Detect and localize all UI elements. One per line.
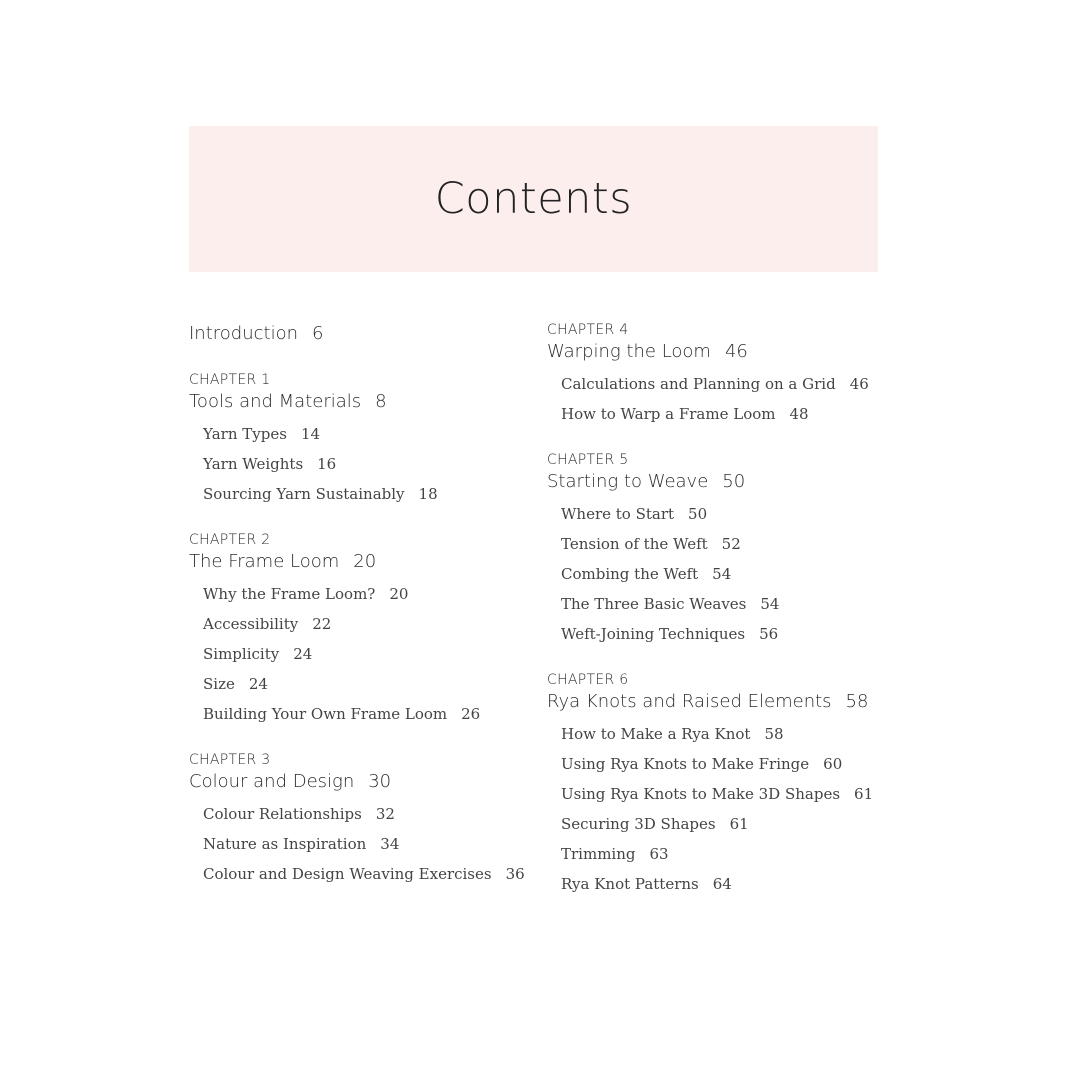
chapter-title: Starting to Weave — [547, 471, 709, 492]
section-title: Tension of the Weft — [561, 535, 708, 553]
chapter-block — [547, 321, 887, 429]
toc-section-entry[interactable] — [203, 799, 529, 829]
section-list — [561, 499, 887, 649]
section-page: 24 — [248, 675, 268, 693]
chapter-list — [547, 321, 887, 899]
chapter-title-entry[interactable] — [189, 389, 529, 415]
chapter-page: 50 — [722, 471, 746, 492]
section-title: Weft-Joining Techniques — [561, 625, 746, 643]
section-page: 32 — [375, 805, 395, 823]
section-list — [203, 579, 529, 729]
chapter-label: CHAPTER 4 — [547, 322, 629, 338]
section-title: Colour Relationships — [203, 805, 362, 823]
chapter-title: Tools and Materials — [189, 391, 362, 412]
entry-page: 6 — [312, 323, 324, 344]
section-title: Using Rya Knots to Make Fringe — [561, 755, 810, 773]
section-page: 52 — [721, 535, 741, 553]
section-page: 22 — [312, 615, 332, 633]
chapter-list — [189, 371, 529, 889]
section-page: 16 — [317, 455, 337, 473]
toc-section-entry[interactable] — [561, 719, 887, 749]
chapter-label: CHAPTER 5 — [547, 452, 629, 468]
section-page: 14 — [300, 425, 321, 443]
section-title: Yarn Weights — [203, 455, 304, 473]
section-page: 60 — [823, 755, 843, 773]
section-page: 58 — [764, 725, 784, 743]
chapter-block — [547, 451, 887, 649]
section-title: Rya Knot Patterns — [561, 875, 699, 893]
section-list — [561, 369, 887, 429]
section-title: Using Rya Knots to Make 3D Shapes — [561, 785, 841, 803]
toc-section-entry[interactable] — [203, 669, 529, 699]
section-title: Yarn Types — [203, 425, 287, 443]
section-page: 54 — [712, 565, 732, 583]
section-page: 48 — [789, 405, 809, 423]
chapter-title-entry[interactable] — [189, 549, 529, 575]
section-page: 61 — [854, 785, 874, 803]
section-page: 64 — [712, 875, 732, 893]
chapter-block — [547, 671, 887, 899]
toc-section-entry[interactable] — [203, 449, 529, 479]
toc-entry-introduction[interactable] — [189, 321, 529, 347]
toc-right-column — [547, 321, 887, 921]
toc-section-entry[interactable] — [203, 639, 529, 669]
chapter-label: CHAPTER 2 — [189, 532, 271, 548]
section-page: 63 — [649, 845, 669, 863]
chapter-block — [189, 371, 529, 509]
chapter-label: CHAPTER 3 — [189, 752, 271, 768]
toc-section-entry[interactable] — [561, 399, 887, 429]
section-page: 20 — [389, 585, 409, 603]
toc-section-entry[interactable] — [203, 609, 529, 639]
section-page: 54 — [760, 595, 780, 613]
toc-section-entry[interactable] — [561, 749, 887, 779]
toc-section-entry[interactable] — [561, 559, 887, 589]
chapter-title-entry[interactable] — [547, 469, 887, 495]
toc-section-entry[interactable] — [203, 859, 529, 889]
section-title: Why the Frame Loom? — [203, 585, 376, 603]
chapter-block — [189, 531, 529, 729]
section-title: The Three Basic Weaves — [561, 595, 747, 613]
toc-section-entry[interactable] — [561, 839, 887, 869]
chapter-block — [189, 751, 529, 889]
section-page: 36 — [505, 865, 525, 883]
section-title: Simplicity — [203, 645, 280, 663]
toc-section-entry[interactable] — [561, 779, 887, 809]
section-title: Building Your Own Frame Loom — [203, 705, 448, 723]
section-title: Combing the Weft — [561, 565, 699, 583]
section-page: 50 — [688, 505, 708, 523]
chapter-page: 58 — [845, 691, 869, 712]
chapter-label: CHAPTER 1 — [189, 372, 271, 388]
toc-section-entry[interactable] — [561, 619, 887, 649]
contents-banner — [189, 126, 878, 272]
section-page: 18 — [418, 485, 438, 503]
chapter-title-entry[interactable] — [547, 689, 887, 715]
section-title: Securing 3D Shapes — [561, 815, 716, 833]
toc-section-entry[interactable] — [561, 809, 887, 839]
section-page: 61 — [729, 815, 749, 833]
toc-section-entry[interactable] — [561, 589, 887, 619]
section-list — [561, 719, 887, 899]
toc-section-entry[interactable] — [203, 479, 529, 509]
section-list — [203, 799, 529, 889]
chapter-title: The Frame Loom — [189, 551, 340, 572]
section-title: How to Make a Rya Knot — [561, 725, 751, 743]
chapter-page: 20 — [353, 551, 377, 572]
chapter-page: 46 — [724, 341, 748, 362]
section-title: Calculations and Planning on a Grid — [561, 375, 836, 393]
chapter-title: Colour and Design — [189, 771, 355, 792]
toc-section-entry[interactable] — [561, 499, 887, 529]
toc-section-entry[interactable] — [203, 419, 529, 449]
section-title: How to Warp a Frame Loom — [561, 405, 776, 423]
chapter-page: 8 — [375, 391, 387, 412]
section-title: Trimming — [561, 845, 636, 863]
section-list — [203, 419, 529, 509]
chapter-page: 30 — [368, 771, 392, 792]
toc-left-column — [189, 321, 529, 911]
chapter-title-entry[interactable] — [189, 769, 529, 795]
section-page: 46 — [849, 375, 869, 393]
toc-section-entry[interactable] — [561, 869, 887, 899]
section-page: 56 — [759, 625, 779, 643]
page-title: Contents — [434, 174, 633, 224]
toc-section-entry[interactable] — [561, 369, 887, 399]
chapter-label: CHAPTER 6 — [547, 672, 629, 688]
entry-title: Introduction — [189, 323, 299, 344]
section-title: Where to Start — [561, 505, 675, 523]
toc-section-entry[interactable] — [203, 579, 529, 609]
section-title: Nature as Inspiration — [203, 835, 367, 853]
toc-section-entry[interactable] — [203, 829, 529, 859]
section-title: Accessibility — [203, 615, 299, 633]
section-title: Colour and Design Weaving Exercises — [203, 865, 492, 883]
chapter-title: Warping the Loom — [547, 341, 711, 362]
section-page: 26 — [461, 705, 481, 723]
chapter-title-entry[interactable] — [547, 339, 887, 365]
toc-section-entry[interactable] — [203, 699, 529, 729]
section-page: 24 — [293, 645, 313, 663]
section-page: 34 — [380, 835, 400, 853]
chapter-title: Rya Knots and Raised Elements — [547, 691, 832, 712]
section-title: Sourcing Yarn Sustainably — [203, 485, 405, 503]
section-title: Size — [203, 675, 235, 693]
toc-section-entry[interactable] — [561, 529, 887, 559]
